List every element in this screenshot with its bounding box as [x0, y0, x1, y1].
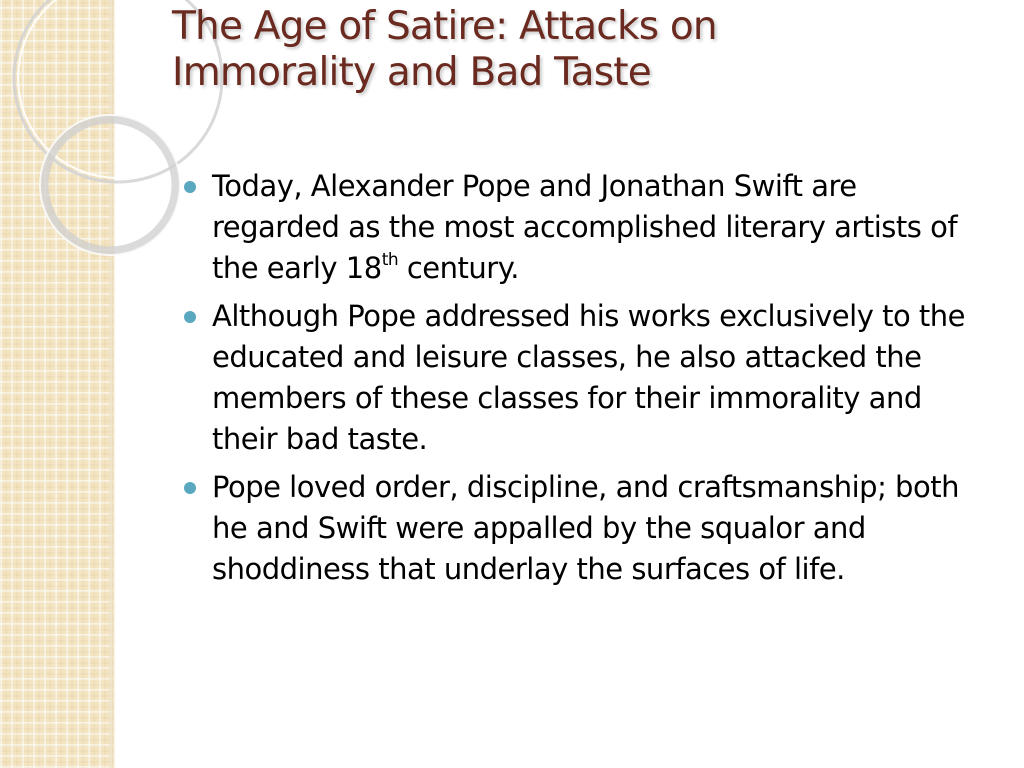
bullet-item [184, 166, 984, 289]
bullet-dot-icon [184, 181, 196, 193]
bullet-dot-icon [184, 311, 196, 323]
slide-title [172, 4, 992, 96]
decorative-ring-small-highlight [40, 115, 180, 255]
bullet-list [184, 166, 984, 597]
bullet-text: Today, Alexander Pope and Jonathan Swift are regarded as the most accomplished literary artists of the early 18 [212, 169, 958, 285]
decorative-rings [0, 0, 200, 260]
bullet-superscript: th [381, 250, 399, 270]
bullet-dot-icon [184, 482, 196, 494]
bullet-text: Pope loved order, discipline, and craftsmanship; both he and Swift were appalled by the squalor and shoddiness that underlay the surfaces of life. [212, 470, 959, 586]
decorative-ring-small [44, 119, 176, 251]
bullet-text: Although Pope addressed his works exclusively to the educated and leisure classes, he also attacked the members of these classes for their immorality and their bad taste. [212, 299, 966, 456]
bullet-item [184, 296, 984, 460]
slide-title-line-2: Immorality and Bad Taste [172, 50, 651, 95]
bullet-text-tail: century. [398, 251, 519, 285]
slide-title-line-1: The Age of Satire: Attacks on [172, 4, 717, 49]
bullet-item [184, 467, 984, 590]
